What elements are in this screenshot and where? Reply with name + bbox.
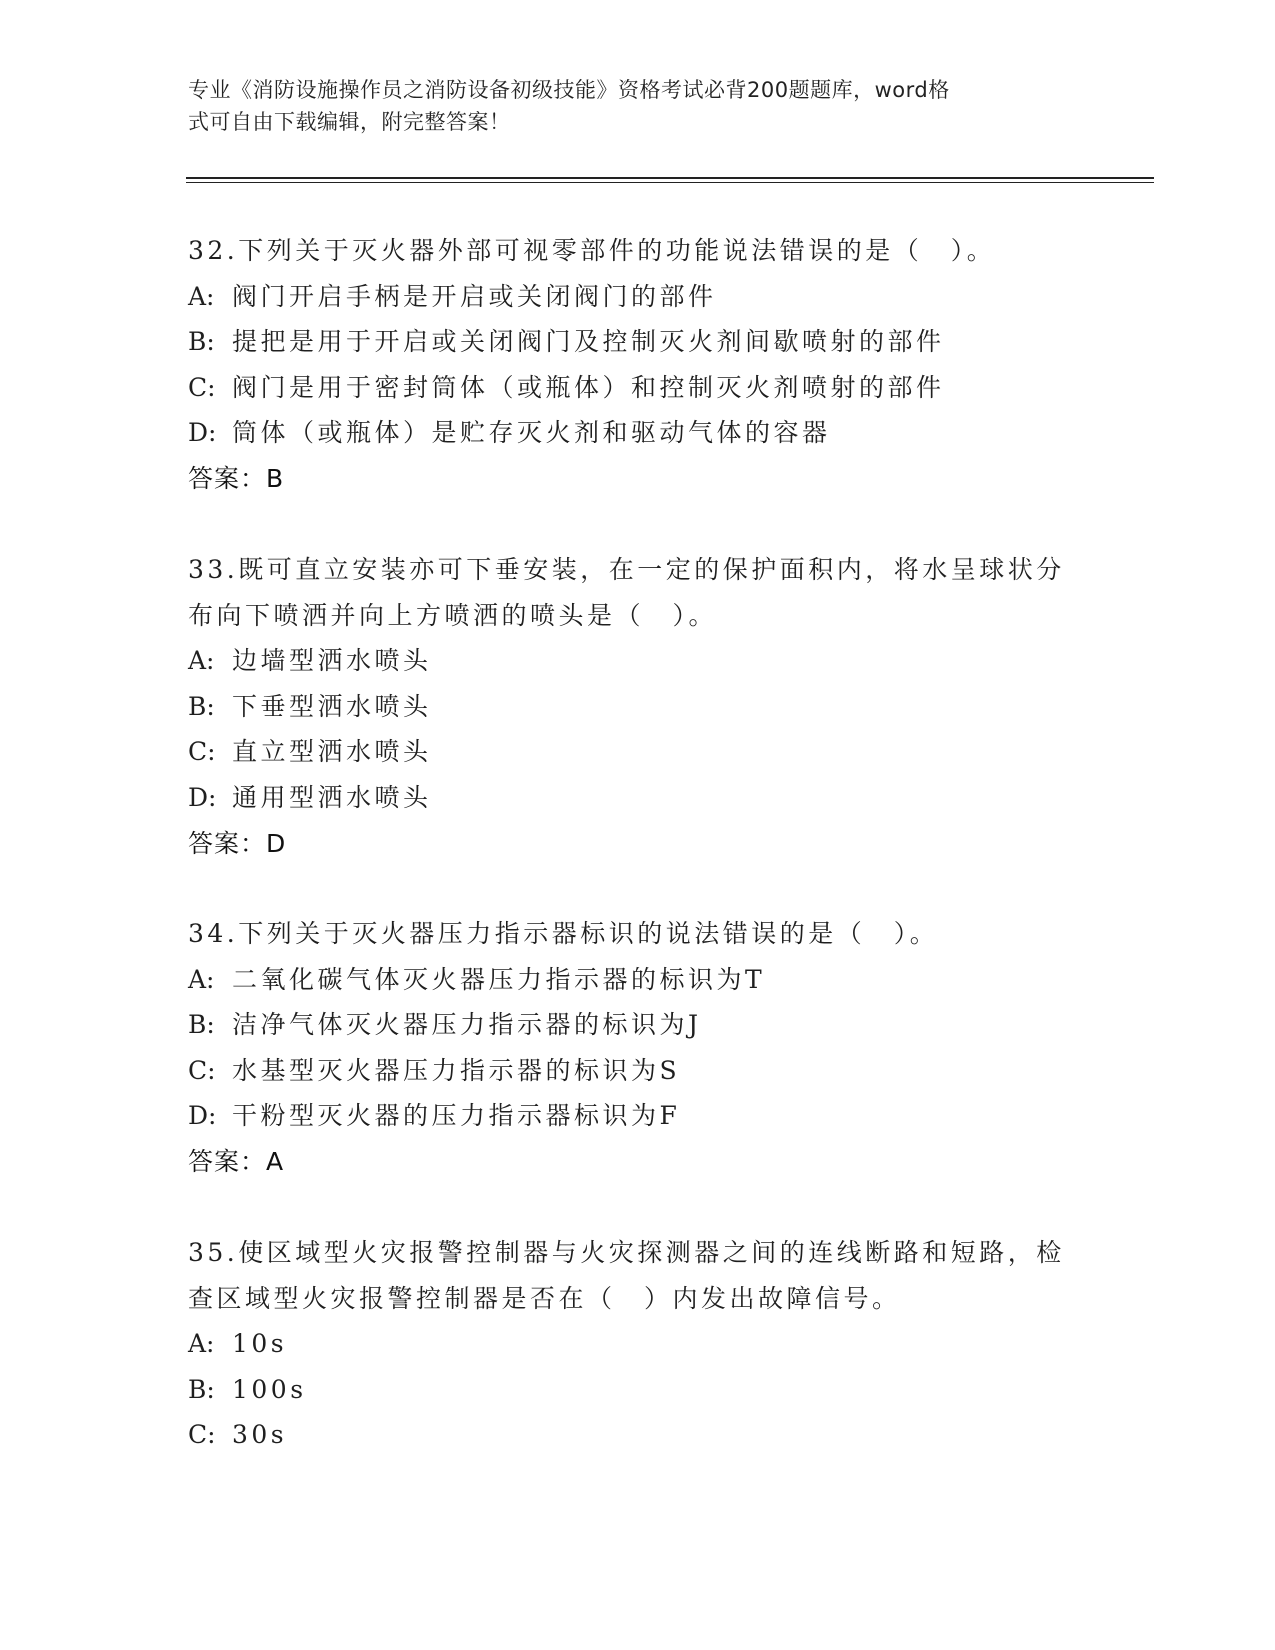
option-letter: C: [188, 737, 216, 767]
header-divider-thin [186, 182, 1154, 183]
option-text: 下垂型洒水喷头 [232, 691, 432, 721]
option-c [188, 729, 1088, 775]
answer-label: 答案：B [188, 463, 285, 493]
option-a [188, 1321, 1088, 1367]
option-text: 提把是用于开启或关闭阀门及控制灭火剂间歇喷射的部件 [232, 327, 945, 357]
option-text: 100s [232, 1374, 307, 1404]
option-letter: D: [188, 1101, 217, 1131]
option-text: 阀门开启手柄是开启或关闭阀门的部件 [232, 281, 717, 311]
option-c [188, 365, 1088, 411]
option-text: 10s [232, 1329, 288, 1359]
option-b [188, 319, 1088, 365]
option-b [188, 1002, 1088, 1048]
option-letter: A: [188, 281, 215, 311]
option-a [188, 957, 1088, 1003]
option-text: 阀门是用于密封筒体（或瓶体）和控制灭火剂喷射的部件 [232, 372, 945, 402]
option-text: 30s [232, 1420, 288, 1450]
option-letter: D: [188, 782, 217, 812]
header-line-1: 专业《消防设施操作员之消防设备初级技能》资格考试必背200题题库，word格 [188, 78, 950, 102]
option-text: 筒体（或瓶体）是贮存灭火剂和驱动气体的容器 [232, 418, 831, 448]
option-a [188, 274, 1088, 320]
option-letter: A: [188, 1329, 215, 1359]
option-letter: B: [188, 1374, 215, 1404]
header-line-2: 式可自由下载编辑，附完整答案！ [188, 110, 511, 134]
option-letter: B: [188, 1010, 215, 1040]
option-c [188, 1412, 1088, 1458]
document-header [188, 74, 1088, 138]
option-text: 二氧化碳气体灭火器压力指示器的标识为T [232, 964, 766, 994]
option-letter: B: [188, 691, 215, 721]
option-d [188, 775, 1088, 821]
option-text: 洁净气体灭火器压力指示器的标识为J [232, 1010, 702, 1040]
answer-label: 答案：A [188, 1146, 285, 1176]
option-text: 水基型灭火器压力指示器的标识为S [232, 1055, 681, 1085]
question-text-continued: 查区域型火灾报警控制器是否在（ ）内发出故障信号。 [188, 1283, 901, 1313]
option-b [188, 684, 1088, 730]
option-d [188, 1093, 1088, 1139]
option-letter: A: [188, 964, 215, 994]
question-text-continued: 布向下喷洒并向上方喷洒的喷头是（ ）。 [188, 600, 718, 630]
option-letter: A: [188, 646, 215, 676]
option-text: 直立型洒水喷头 [232, 737, 432, 767]
option-text: 通用型洒水喷头 [232, 782, 432, 812]
option-text: 边墙型洒水喷头 [232, 646, 432, 676]
answer-label: 答案：D [188, 828, 287, 858]
option-c [188, 1048, 1088, 1094]
option-a [188, 638, 1088, 684]
option-letter: C: [188, 1055, 216, 1085]
option-letter: C: [188, 372, 216, 402]
option-letter: D: [188, 418, 217, 448]
question-text: 34.下列关于灭火器压力指示器标识的说法错误的是（ ）。 [188, 919, 939, 948]
question-text: 35.使区域型火灾报警控制器与火灾探测器之间的连线断路和短路，检 [188, 1238, 1065, 1267]
option-text: 干粉型灭火器的压力指示器标识为F [232, 1101, 681, 1131]
question-text: 33.既可直立安装亦可下垂安装，在一定的保护面积内，将水呈球状分 [188, 555, 1065, 584]
question-34 [188, 911, 1088, 1185]
option-letter: B: [188, 327, 215, 357]
question-33 [188, 547, 1088, 866]
header-divider-thick [186, 177, 1154, 179]
option-letter: C: [188, 1420, 216, 1450]
question-text: 32.下列关于灭火器外部可视零部件的功能说法错误的是（ ）。 [188, 236, 996, 265]
question-35 [188, 1230, 1088, 1458]
option-b [188, 1367, 1088, 1413]
question-32 [188, 228, 1088, 502]
option-d [188, 410, 1088, 456]
